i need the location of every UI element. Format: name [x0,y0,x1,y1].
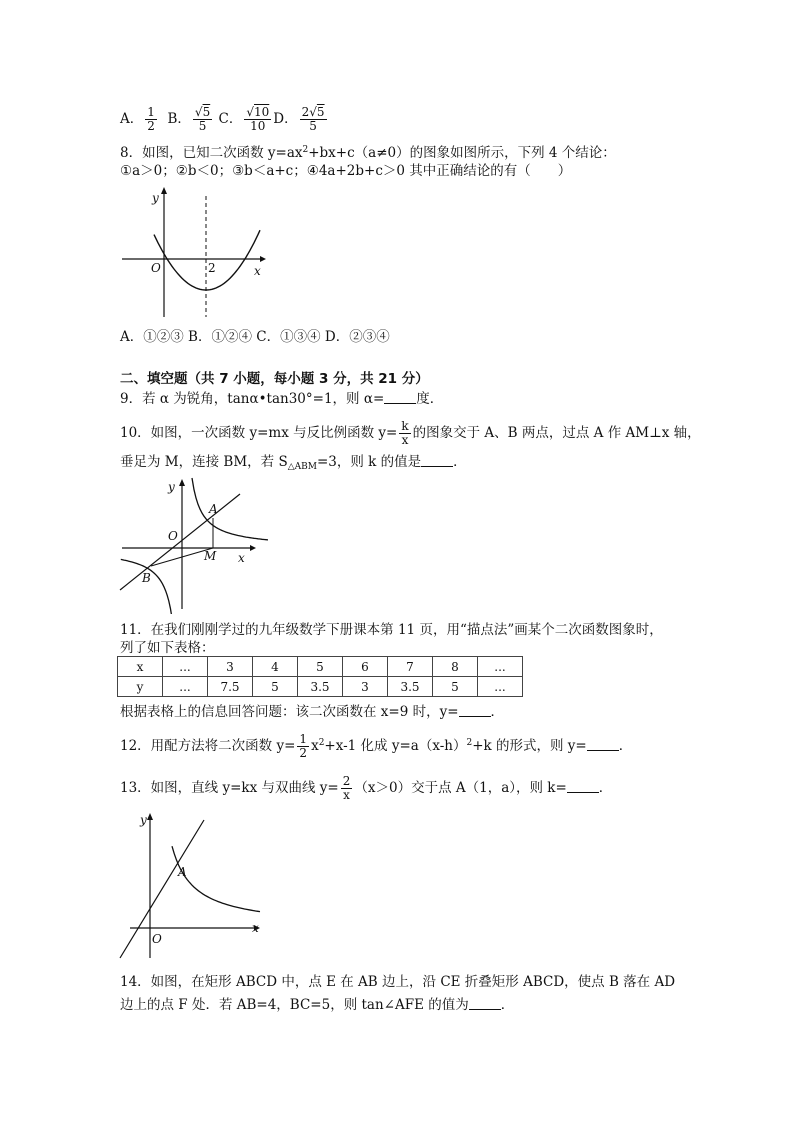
q10-x-label: x [238,551,245,565]
q10-hyperbola-branch-1 [192,478,268,540]
q14-line1: 14．如图，在矩形 ABCD 中，点 E 在 AB 边上，沿 CE 折叠矩形 ABCD，使点 B 落在 AD [120,974,676,990]
q13-graph [116,808,266,964]
q8-x-arrow-icon [260,256,266,262]
q11-line1: 11．在我们刚刚学过的九年级数学下册课本第 11 页，用“描点法”画某个二次函数图象时， [120,622,663,638]
q10-point-a-label: A [209,502,218,516]
q8-origin-label: O [151,261,161,275]
table-row-x: x ... 3 4 5 6 7 8 ... [118,657,523,677]
q10-fraction: $\frac{k}{x}$ [401,419,409,447]
q13-y-label: y [140,813,147,827]
q8-y-arrow-icon [161,187,167,194]
q8-tick-2-label: 2 [208,261,216,275]
q10-point-m-label: M [204,549,217,563]
q11-question: 根据表格上的信息回答问题：该二次函数在 x=9 时，y= ． [120,704,505,720]
q14-answer-blank[interactable] [469,997,501,1010]
q11-line2: 列了如下表格： [120,640,215,656]
q10-point-b-label: B [142,571,151,585]
q8-parabola-curve [154,230,260,290]
q7-option-d-label: D． [273,111,298,127]
q13-fraction: $\frac{2}{x}$ [342,774,351,802]
q7-option-a-label: A． [120,111,144,127]
q10-y-label: y [168,480,175,494]
q10-hyperbola-graph [118,474,268,614]
q7-option-b-fraction: $\frac{√5}{5}$ [194,105,211,133]
q7-option-c-label: C． [218,111,243,127]
q12-fraction: $\frac{1}{2}$ [299,732,308,760]
q10-y-arrow-icon [179,479,185,486]
q10-answer-blank[interactable] [421,454,453,467]
q10-hyperbola-branch-2 [121,559,172,614]
q13-origin-label: O [152,932,162,946]
q10-line2: 垂足为 M，连接 BM，若 $S_{\triangle ABM}=3$，则 k 的值是 ． [120,454,467,472]
q8-options: A．①②③ B．①②④ C．①③④ D．②③④ [120,329,390,345]
q10-origin-label: O [168,529,178,543]
q12-answer-blank[interactable] [587,738,619,751]
q13-line-y-kx [120,820,204,958]
section-2-heading: 二、填空题（共 7 小题，每小题 3 分，共 21 分） [120,371,429,387]
q13-point-a-label: A [178,865,187,879]
q7-option-b-label: B． [167,111,191,127]
q8-parabola-graph [118,182,278,322]
q13-x-label: x [252,921,259,935]
q9-text: 9．若 α 为锐角，tanα•tan30°=1，则 α= 度． [120,391,444,407]
q10-line-y-mx [120,494,240,590]
q13-text: 13．如图，直线 y=kx 与双曲线 y= $\frac{2}{x}$ （x＞0）交于点 A（1，a），则 k= ． [120,774,613,802]
q8-y-label: y [152,191,159,205]
q7-option-d-fraction: $\frac{2√5}{5}$ [301,105,325,133]
q8-line2: ①a＞0；②b＜0；③b＜a+c；④4a+2b+c＞0 其中正确结论的有（ ） [120,163,572,179]
q14-line2: 边上的点 F 处．若 AB=4，BC=5，则 tan∠AFE 的值为 ． [120,997,515,1013]
q12-text: 12．用配方法将二次函数 y= $\frac{1}{2}$ $x^2+x-1$ 化成 $y=a(x-h)^2+k$ 的形式，则 y= ． [120,732,633,760]
table-row-y: y ... 7.5 5 3.5 3 3.5 5 ... [118,677,523,697]
q8-x-label: x [254,264,261,278]
q10-x-arrow-icon [250,545,256,551]
q11-answer-blank[interactable] [459,704,491,717]
q9-answer-blank[interactable] [384,391,416,404]
q10-line1: 10．如图，一次函数 y=mx 与反比例函数 y= $\frac{k}{x}$ 的图象交于 A、B 两点，过点 A 作 AM⊥x 轴， [120,419,701,447]
q13-answer-blank[interactable] [567,780,599,793]
q7-option-a-fraction: $\frac{1}{2}$ [147,105,155,133]
q11-value-table [117,656,523,697]
q7-option-c-fraction: $\frac{√10}{10}$ [246,105,270,133]
q8-line1: 8．如图，已知二次函数 $y=ax^2+bx+c(a\ne 0)$的图象如图所示，下列 4 个结论： [120,145,616,161]
q13-y-arrow-icon [147,813,153,820]
q7-options [120,106,329,133]
